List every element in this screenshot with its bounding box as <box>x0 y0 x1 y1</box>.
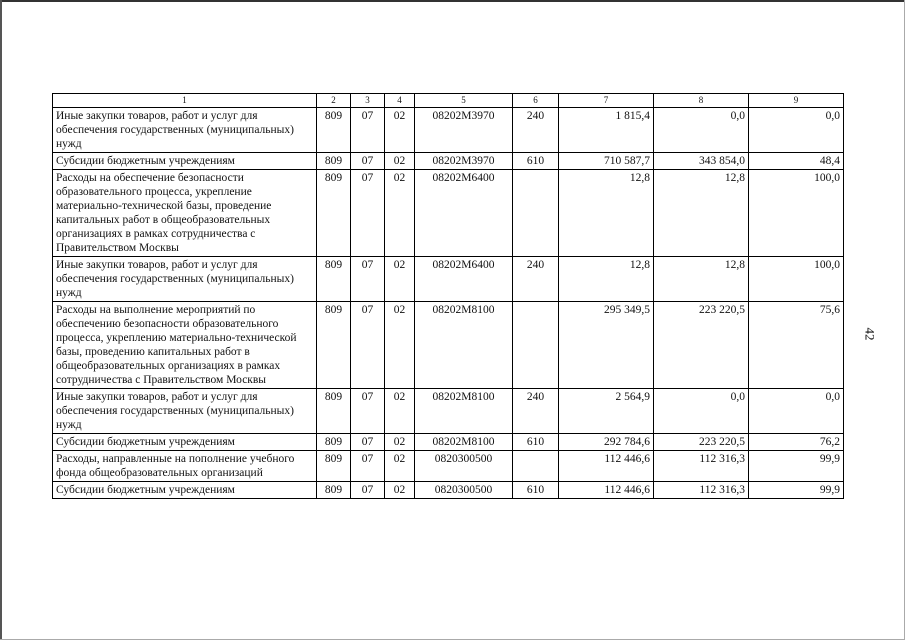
amount-8-cell: 12,8 <box>654 170 749 257</box>
table-row <box>53 434 844 451</box>
code-2-cell: 809 <box>317 257 351 302</box>
code-3-cell: 07 <box>351 482 385 499</box>
amount-7-cell: 12,8 <box>559 170 654 257</box>
table-row <box>53 108 844 153</box>
code-5-cell: 08202M3970 <box>415 153 513 170</box>
code-5-cell: 08202M8100 <box>415 302 513 389</box>
column-header-1: 1 <box>53 94 317 108</box>
percent-9-cell: 48,4 <box>749 153 844 170</box>
table-body <box>53 108 844 499</box>
code-6-cell: 610 <box>513 482 559 499</box>
column-header-8: 8 <box>654 94 749 108</box>
code-3-cell: 07 <box>351 302 385 389</box>
table-row <box>53 451 844 482</box>
code-6-cell: 240 <box>513 108 559 153</box>
amount-8-cell: 343 854,0 <box>654 153 749 170</box>
code-2-cell: 809 <box>317 451 351 482</box>
code-6-cell <box>513 170 559 257</box>
code-3-cell: 07 <box>351 434 385 451</box>
percent-9-cell: 0,0 <box>749 389 844 434</box>
table-row <box>53 302 844 389</box>
code-4-cell: 02 <box>385 302 415 389</box>
amount-8-cell: 112 316,3 <box>654 451 749 482</box>
row-name-cell: Субсидии бюджетным учреждениям <box>53 153 317 170</box>
amount-7-cell: 112 446,6 <box>559 482 654 499</box>
amount-7-cell: 710 587,7 <box>559 153 654 170</box>
code-3-cell: 07 <box>351 108 385 153</box>
table-row <box>53 153 844 170</box>
code-2-cell: 809 <box>317 482 351 499</box>
code-6-cell: 240 <box>513 257 559 302</box>
percent-9-cell: 99,9 <box>749 482 844 499</box>
amount-8-cell: 0,0 <box>654 389 749 434</box>
code-4-cell: 02 <box>385 451 415 482</box>
code-5-cell: 08202M6400 <box>415 257 513 302</box>
code-6-cell: 240 <box>513 389 559 434</box>
table-row <box>53 257 844 302</box>
code-2-cell: 809 <box>317 170 351 257</box>
scan-border-left <box>0 0 2 640</box>
code-6-cell: 610 <box>513 434 559 451</box>
code-2-cell: 809 <box>317 153 351 170</box>
code-2-cell: 809 <box>317 302 351 389</box>
percent-9-cell: 100,0 <box>749 257 844 302</box>
percent-9-cell: 99,9 <box>749 451 844 482</box>
amount-7-cell: 12,8 <box>559 257 654 302</box>
column-header-7: 7 <box>559 94 654 108</box>
code-6-cell <box>513 302 559 389</box>
row-name-cell: Расходы на обеспечение безопасности образовательного процесса, укрепление материально-технической базы, проведение капитальных работ в общеобразовательных организациях в рамках сотрудничества с Правительством Москвы <box>53 170 317 257</box>
code-5-cell: 08202M6400 <box>415 170 513 257</box>
percent-9-cell: 75,6 <box>749 302 844 389</box>
code-4-cell: 02 <box>385 434 415 451</box>
amount-8-cell: 112 316,3 <box>654 482 749 499</box>
code-4-cell: 02 <box>385 257 415 302</box>
code-3-cell: 07 <box>351 389 385 434</box>
column-header-5: 5 <box>415 94 513 108</box>
column-header-6: 6 <box>513 94 559 108</box>
code-4-cell: 02 <box>385 108 415 153</box>
amount-7-cell: 292 784,6 <box>559 434 654 451</box>
amount-8-cell: 12,8 <box>654 257 749 302</box>
row-name-cell: Иные закупки товаров, работ и услуг для обеспечения государственных (муниципальных) нужд <box>53 108 317 153</box>
code-6-cell <box>513 451 559 482</box>
code-5-cell: 08202M3970 <box>415 108 513 153</box>
row-name-cell: Расходы на выполнение мероприятий по обеспечению безопасности образовательного процесса, укреплению материально-технической базы, проведению капитальных работ в общеобразовательных организациях в рамках сотрудничества с Правительством Москвы <box>53 302 317 389</box>
code-3-cell: 07 <box>351 153 385 170</box>
code-4-cell: 02 <box>385 389 415 434</box>
code-4-cell: 02 <box>385 153 415 170</box>
percent-9-cell: 76,2 <box>749 434 844 451</box>
column-header-9: 9 <box>749 94 844 108</box>
amount-7-cell: 2 564,9 <box>559 389 654 434</box>
code-3-cell: 07 <box>351 170 385 257</box>
amount-8-cell: 0,0 <box>654 108 749 153</box>
table-row <box>53 482 844 499</box>
amount-8-cell: 223 220,5 <box>654 302 749 389</box>
code-4-cell: 02 <box>385 482 415 499</box>
percent-9-cell: 0,0 <box>749 108 844 153</box>
row-name-cell: Иные закупки товаров, работ и услуг для обеспечения государственных (муниципальных) нужд <box>53 389 317 434</box>
amount-7-cell: 1 815,4 <box>559 108 654 153</box>
scan-border-top <box>0 0 905 2</box>
table-row <box>53 389 844 434</box>
code-5-cell: 0820300500 <box>415 482 513 499</box>
code-5-cell: 08202M8100 <box>415 434 513 451</box>
row-name-cell: Субсидии бюджетным учреждениям <box>53 434 317 451</box>
code-2-cell: 809 <box>317 108 351 153</box>
amount-8-cell: 223 220,5 <box>654 434 749 451</box>
column-header-3: 3 <box>351 94 385 108</box>
budget-table <box>52 93 844 499</box>
column-header-4: 4 <box>385 94 415 108</box>
row-name-cell: Субсидии бюджетным учреждениям <box>53 482 317 499</box>
code-2-cell: 809 <box>317 389 351 434</box>
code-3-cell: 07 <box>351 451 385 482</box>
table-header-row <box>53 94 844 108</box>
code-6-cell: 610 <box>513 153 559 170</box>
code-2-cell: 809 <box>317 434 351 451</box>
amount-7-cell: 112 446,6 <box>559 451 654 482</box>
amount-7-cell: 295 349,5 <box>559 302 654 389</box>
table-row <box>53 170 844 257</box>
page-number: 42 <box>862 327 878 341</box>
code-5-cell: 0820300500 <box>415 451 513 482</box>
code-3-cell: 07 <box>351 257 385 302</box>
row-name-cell: Иные закупки товаров, работ и услуг для обеспечения государственных (муниципальных) нужд <box>53 257 317 302</box>
row-name-cell: Расходы, направленные на пополнение учебного фонда общеобразовательных организаций <box>53 451 317 482</box>
percent-9-cell: 100,0 <box>749 170 844 257</box>
code-5-cell: 08202M8100 <box>415 389 513 434</box>
column-header-2: 2 <box>317 94 351 108</box>
code-4-cell: 02 <box>385 170 415 257</box>
